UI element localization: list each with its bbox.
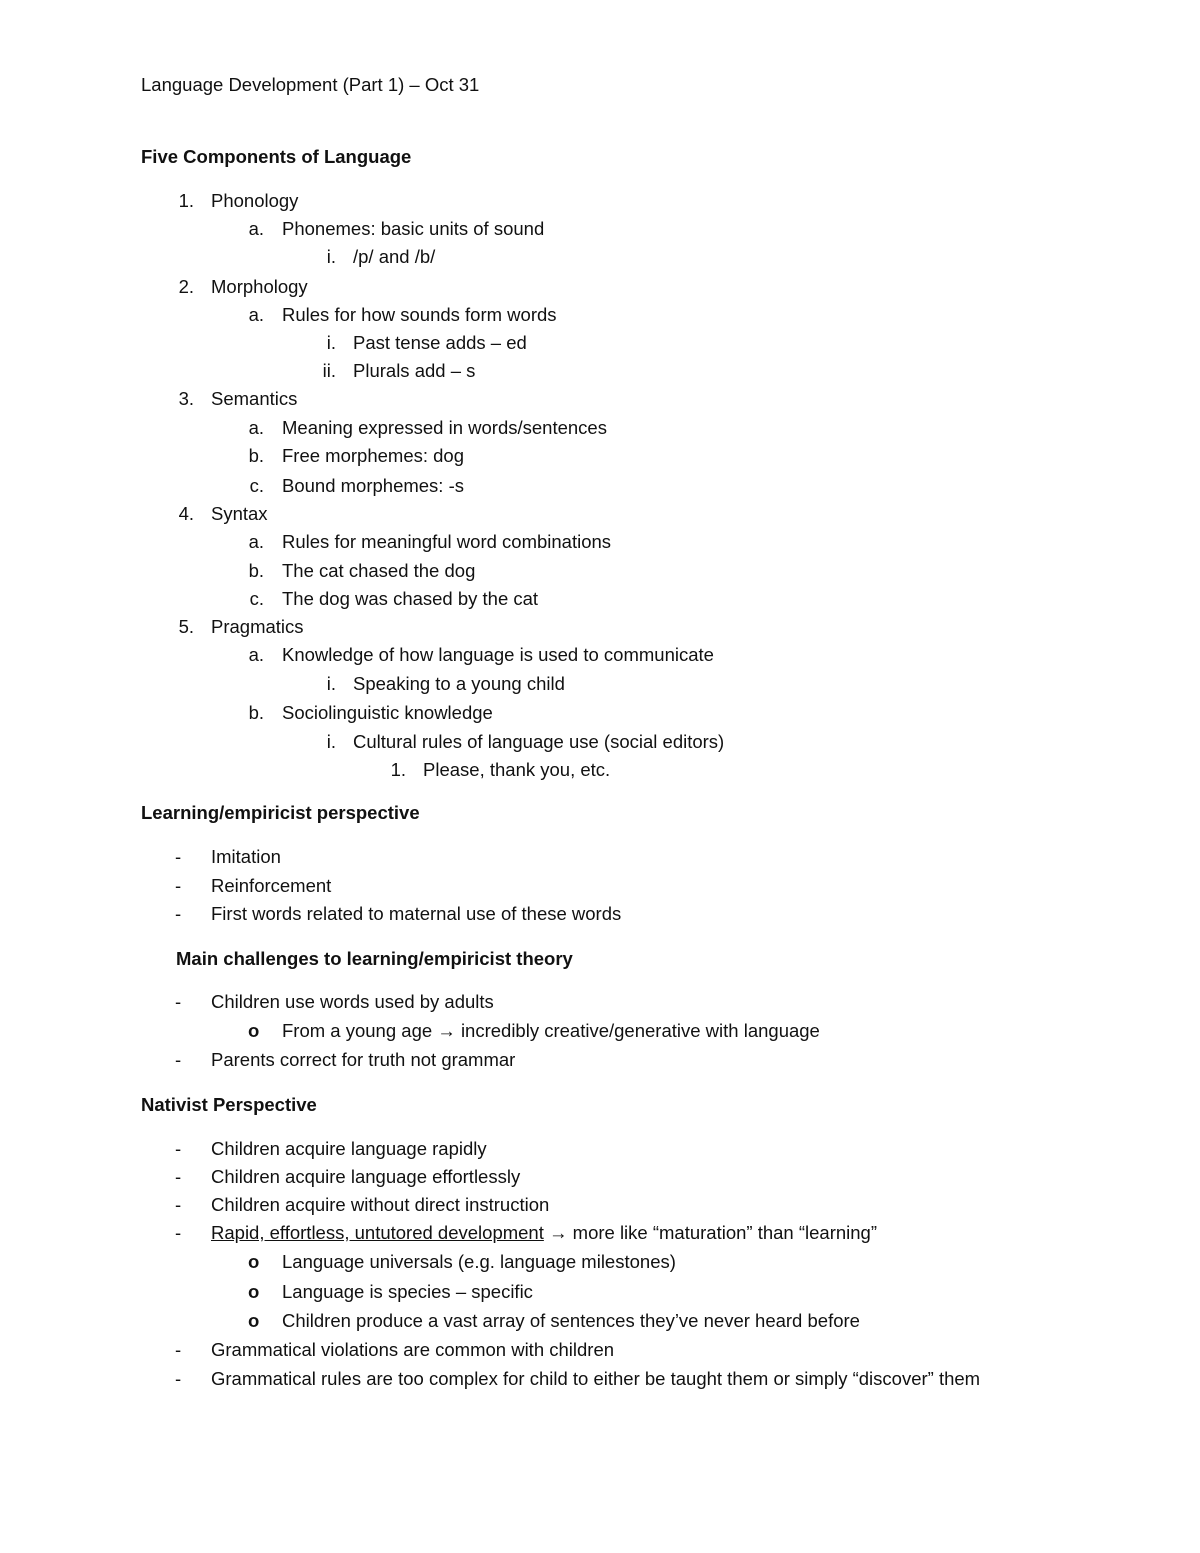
list-marker: - xyxy=(175,1166,182,1187)
list-marker: b. xyxy=(248,445,264,466)
list-item xyxy=(282,1020,820,1042)
list-marker: b. xyxy=(248,702,264,723)
list-item: Past tense adds – ed xyxy=(353,332,527,353)
list-marker: i. xyxy=(326,332,336,353)
list-marker: - xyxy=(175,846,182,867)
list-item: Language is species – specific xyxy=(282,1281,533,1302)
list-item: The dog was chased by the cat xyxy=(282,588,539,609)
list-item: Imitation xyxy=(211,846,281,867)
list-item: Rules for meaningful word combinations xyxy=(282,531,612,552)
list-item-text: From a young age xyxy=(282,1020,433,1041)
list-item-text-underlined: Rapid, effortless, untutored development xyxy=(211,1222,544,1243)
list-marker: o xyxy=(248,1020,260,1041)
list-marker: ii. xyxy=(322,360,336,381)
list-item: Grammatical rules are too complex for child to either be taught them or simply “discover” them xyxy=(211,1368,981,1389)
list-item: Please, thank you, etc. xyxy=(423,759,611,780)
list-marker: 3. xyxy=(178,388,194,409)
list-marker: a. xyxy=(248,417,264,438)
list-marker: - xyxy=(175,1339,182,1360)
list-item: The cat chased the dog xyxy=(282,560,476,581)
list-marker: i. xyxy=(326,731,336,752)
list-marker: c. xyxy=(249,475,264,496)
arrow-right-icon: → xyxy=(549,1222,568,1243)
list-item: Free morphemes: dog xyxy=(282,445,465,466)
list-marker: - xyxy=(175,903,182,924)
list-item: Parents correct for truth not grammar xyxy=(211,1049,516,1070)
list-marker: o xyxy=(248,1251,260,1272)
list-marker: 1. xyxy=(390,759,406,780)
arrow-right-icon: → xyxy=(437,1020,456,1041)
list-marker: 2. xyxy=(178,276,194,297)
list-marker: - xyxy=(175,1138,182,1159)
list-item: Rules for how sounds form words xyxy=(282,304,557,325)
list-item: Pragmatics xyxy=(211,616,304,637)
list-item: Plurals add – s xyxy=(353,360,476,381)
list-item: Children acquire without direct instruction xyxy=(211,1194,550,1215)
list-item: Phonology xyxy=(211,190,299,211)
list-marker: a. xyxy=(248,531,264,552)
list-marker: o xyxy=(248,1310,260,1331)
list-marker: - xyxy=(175,991,182,1012)
list-marker: - xyxy=(175,1222,182,1243)
list-marker: c. xyxy=(249,588,264,609)
list-item: First words related to maternal use of these words xyxy=(211,903,622,924)
section-heading-five-components: Five Components of Language xyxy=(141,146,412,167)
list-item: Reinforcement xyxy=(211,875,332,896)
list-marker: i. xyxy=(326,246,336,267)
list-marker: - xyxy=(175,1194,182,1215)
list-item: Children produce a vast array of sentences they’ve never heard before xyxy=(282,1310,860,1331)
section-heading-learning: Learning/empiricist perspective xyxy=(141,802,420,823)
list-item: Cultural rules of language use (social editors) xyxy=(353,731,725,752)
list-item: Phonemes: basic units of sound xyxy=(282,218,545,239)
list-marker: a. xyxy=(248,218,264,239)
list-item: /p/ and /b/ xyxy=(353,246,436,267)
list-item xyxy=(211,1222,877,1244)
list-marker: i. xyxy=(326,673,336,694)
list-item: Children acquire language rapidly xyxy=(211,1138,487,1159)
list-marker: 4. xyxy=(178,503,194,524)
list-item: Language universals (e.g. language milestones) xyxy=(282,1251,676,1272)
list-marker: - xyxy=(175,1368,182,1389)
list-marker: - xyxy=(175,875,182,896)
section-heading-nativist: Nativist Perspective xyxy=(141,1094,317,1115)
list-marker: 5. xyxy=(178,616,194,637)
list-item: Knowledge of how language is used to communicate xyxy=(282,644,714,665)
list-item: Bound morphemes: -s xyxy=(282,475,465,496)
list-marker: 1. xyxy=(178,190,194,211)
list-item-text: incredibly creative/generative with language xyxy=(460,1020,820,1041)
section-heading-challenges: Main challenges to learning/empiricist theory xyxy=(176,948,573,969)
list-item: Meaning expressed in words/sentences xyxy=(282,417,607,438)
list-marker: b. xyxy=(248,560,264,581)
list-marker: a. xyxy=(248,644,264,665)
list-item: Grammatical violations are common with children xyxy=(211,1339,615,1360)
list-marker: o xyxy=(248,1281,260,1302)
document-header: Language Development (Part 1) – Oct 31 xyxy=(141,74,480,95)
list-item: Sociolinguistic knowledge xyxy=(282,702,493,723)
list-item: Semantics xyxy=(211,388,298,409)
list-item: Speaking to a young child xyxy=(353,673,565,694)
list-marker: - xyxy=(175,1049,182,1070)
list-item: Syntax xyxy=(211,503,268,524)
list-item: Children use words used by adults xyxy=(211,991,494,1012)
list-item: Children acquire language effortlessly xyxy=(211,1166,521,1187)
list-item: Morphology xyxy=(211,276,308,297)
list-item-text: more like “maturation” than “learning” xyxy=(572,1222,878,1243)
list-marker: a. xyxy=(248,304,264,325)
